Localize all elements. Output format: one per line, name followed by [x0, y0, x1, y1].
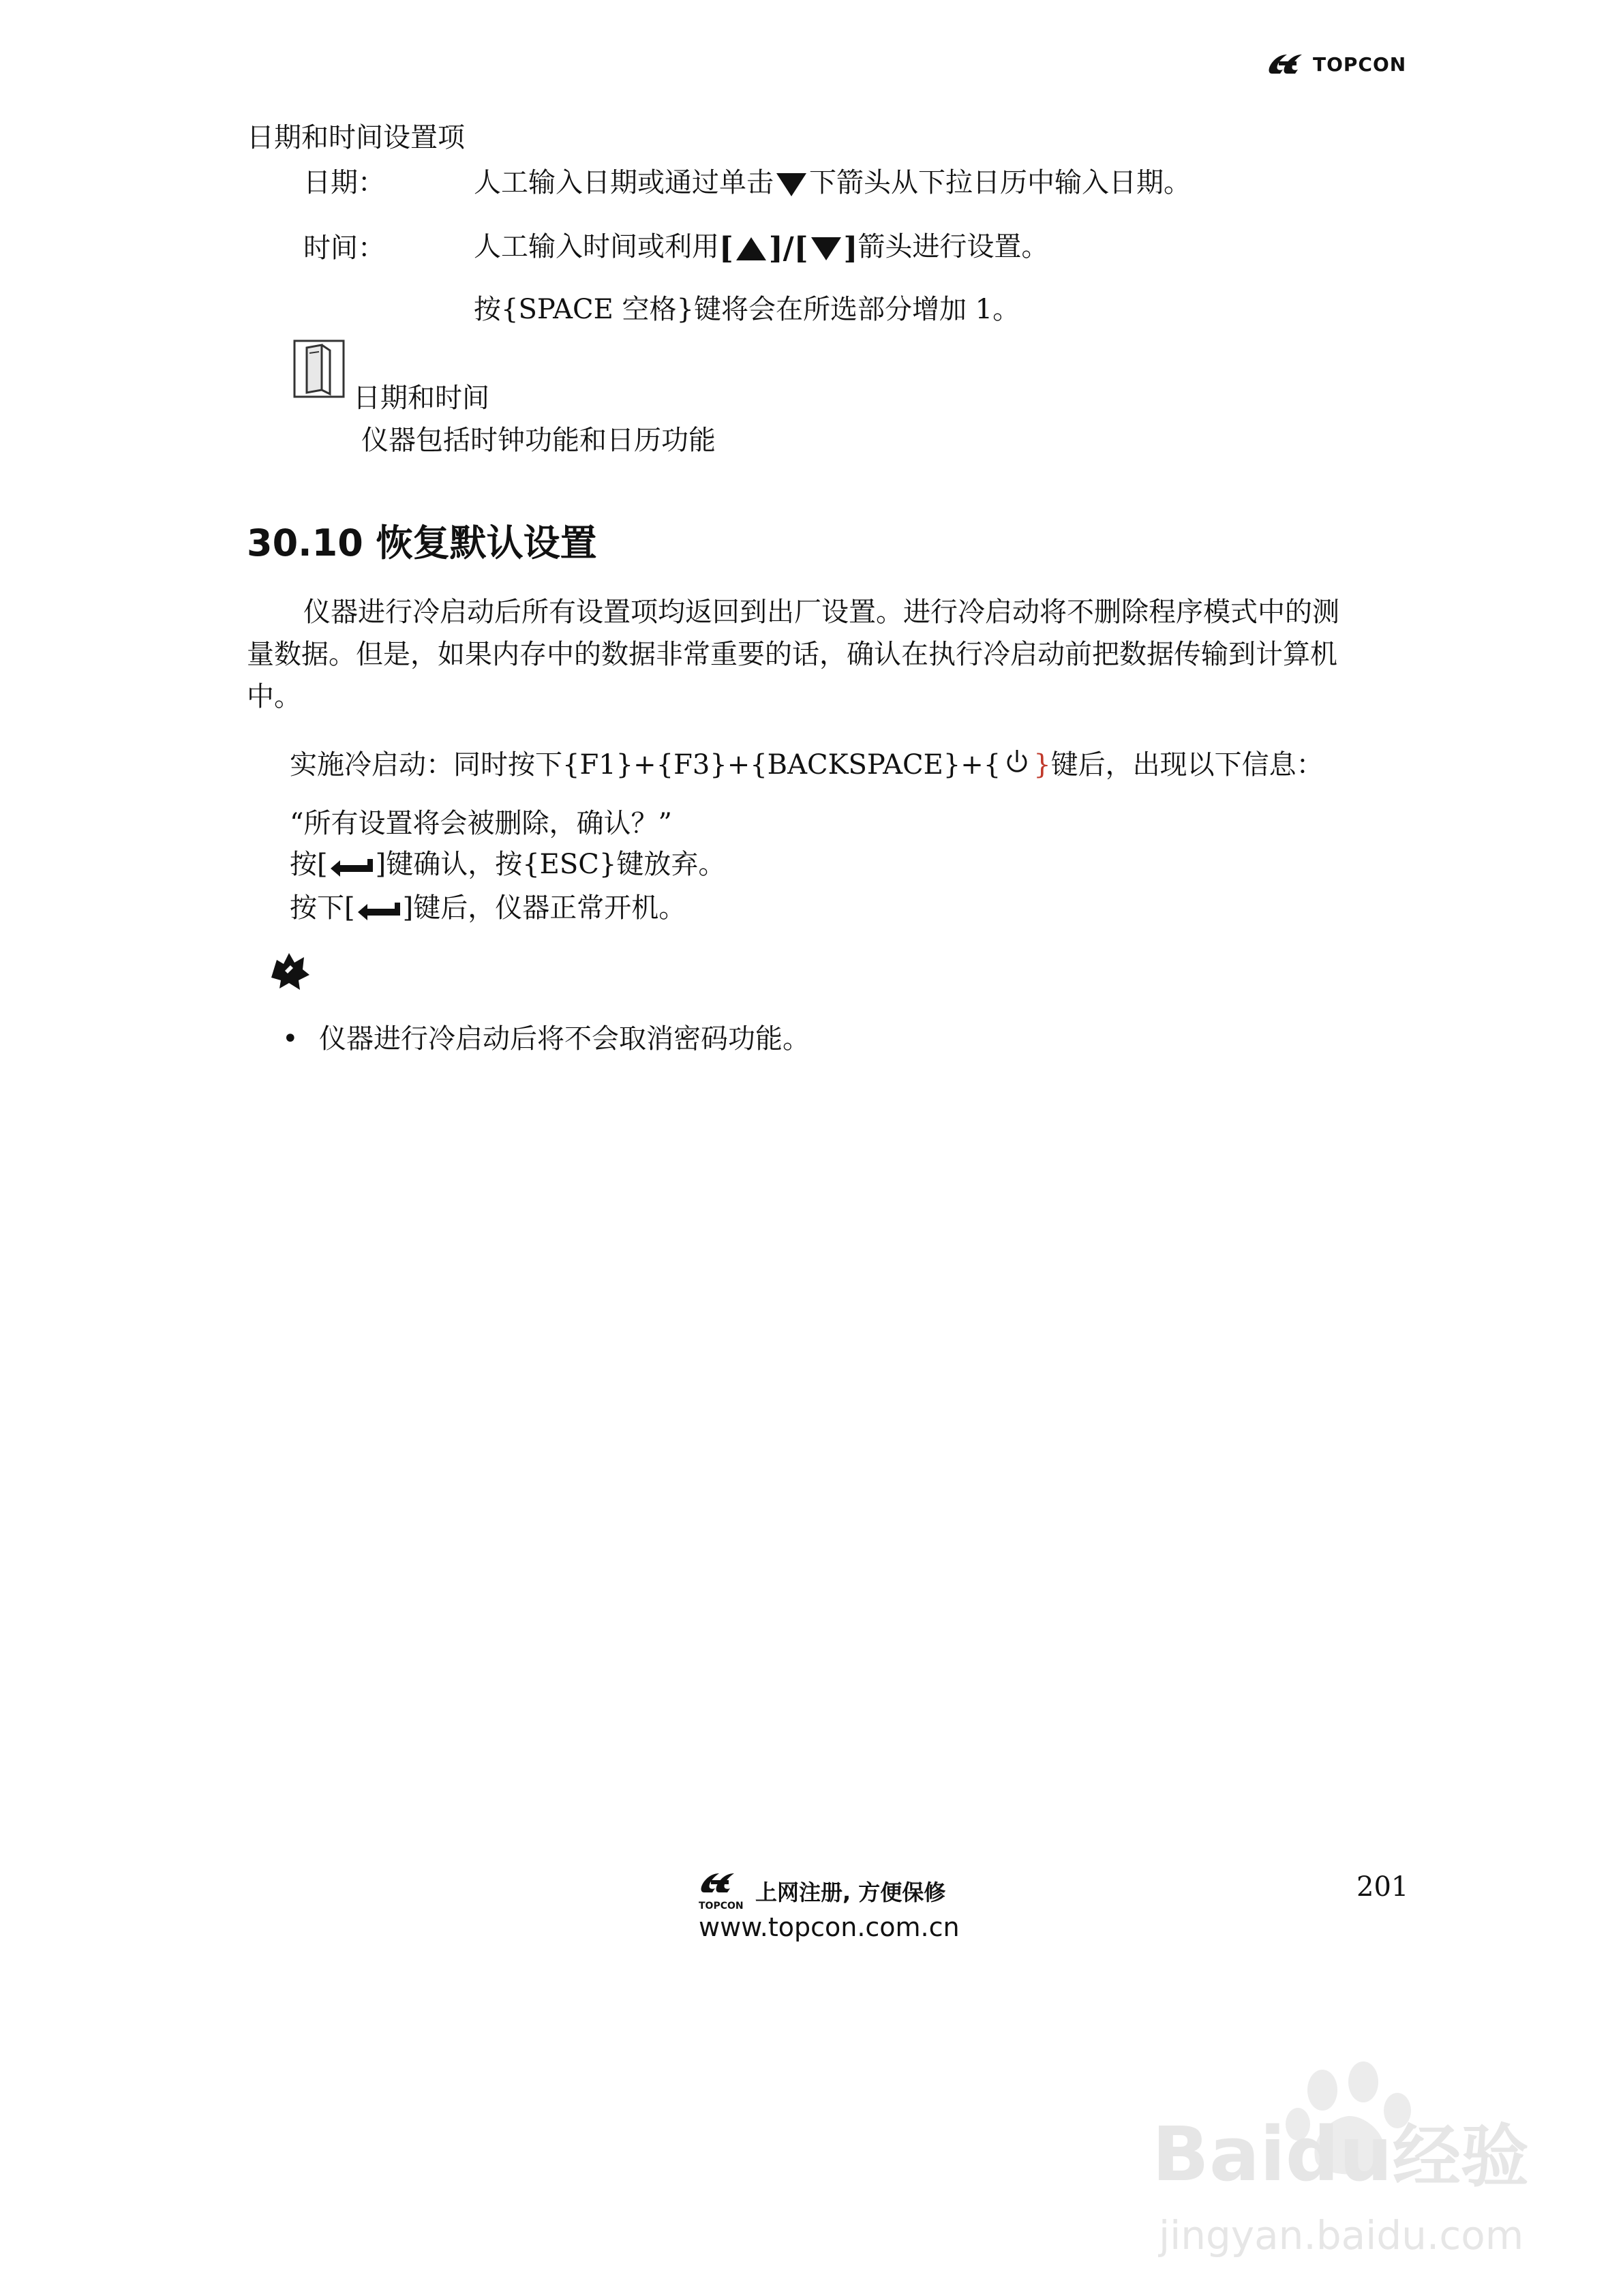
- watermark-brand: Baidu: [1152, 2111, 1393, 2198]
- cold-start-brace: }: [1033, 749, 1051, 781]
- date-label: 日期：: [303, 167, 385, 198]
- footer-slogan: 上网注册, 方便保修: [755, 1879, 946, 1905]
- date-text-before: 人工输入日期或通过单击: [474, 167, 774, 198]
- confirm-text-before: 按[: [290, 849, 328, 880]
- time-text-after: 箭头进行设置。: [858, 231, 1049, 262]
- time-description: [474, 226, 1048, 269]
- confirm-instruction: [290, 848, 725, 881]
- date-description: [474, 166, 1191, 199]
- paragraph-line-2: 量数据。但是，如果内存中的数据非常重要的话，确认在执行冷启动前把数据传输到计算机: [247, 639, 1337, 670]
- enter-key-icon: [329, 856, 374, 877]
- header-brand: TOPCON: [1313, 52, 1407, 76]
- watermark-cn: 经验: [1392, 2117, 1529, 2196]
- topcon-logo-icon: [699, 1868, 740, 1898]
- up-arrow-icon: [736, 237, 766, 260]
- paragraph-line-3: 中。: [247, 681, 301, 712]
- paragraph-line-1: 仪器进行冷启动后所有设置项均返回到出厂设置。进行冷启动将不删除程序模式中的测: [303, 596, 1339, 628]
- watermark-url: jingyan.baidu.com: [1159, 2212, 1524, 2259]
- footer-brand-small: TOPCON: [699, 1901, 744, 1912]
- topcon-logo-icon: [1266, 50, 1307, 78]
- caution-icon: [267, 950, 311, 991]
- footer-url[interactable]: www.topcon.com.cn: [699, 1912, 960, 1942]
- down-key-bracket-close: ]: [843, 231, 858, 266]
- enter-key-icon: [357, 900, 401, 920]
- footer-topcon-logo: [699, 1868, 744, 1916]
- normal-text-after: ]键后，仪器正常开机。: [402, 892, 686, 924]
- cold-start-text-after: 键后，出现以下信息：: [1050, 749, 1324, 781]
- caution-bullet-text: 仪器进行冷启动后将不会取消密码功能。: [319, 1023, 810, 1055]
- watermark-baidu: [1152, 2113, 1529, 2198]
- space-key-text: 按{SPACE 空格}键将会在所选部分增加 1。: [474, 294, 1020, 325]
- warning-quote: “所有设置将会被删除，确认？”: [290, 808, 672, 839]
- time-label: 时间：: [303, 232, 385, 264]
- bullet-dot: •: [282, 1023, 299, 1055]
- note-text: 仪器包括时钟功能和日历功能: [361, 425, 716, 456]
- key-separator: ]/[: [768, 231, 808, 266]
- cold-start-instruction: [290, 749, 1324, 781]
- down-arrow-icon: [776, 173, 806, 196]
- confirm-text-after: ]键确认，按{ESC}键放弃。: [375, 849, 726, 880]
- normal-text-before: 按下[: [290, 892, 355, 924]
- normal-start-instruction: [290, 892, 686, 924]
- power-icon: [1003, 749, 1031, 776]
- up-key-bracket-open: [: [719, 231, 733, 266]
- date-text-after: 下箭头从下拉日历中输入日期。: [809, 167, 1191, 198]
- note-title: 日期和时间: [353, 382, 489, 414]
- cold-start-text-before: 实施冷启动：同时按下{F1}+{F3}+{BACKSPACE}+{: [290, 749, 1001, 781]
- date-time-settings-title: 日期和时间设置项: [247, 122, 465, 153]
- topcon-logo-header: [1266, 48, 1406, 80]
- note-book-icon: [292, 338, 346, 399]
- section-heading: 30.10 恢复默认设置: [247, 522, 597, 564]
- page-number: 201: [1356, 1871, 1409, 1903]
- down-arrow-icon: [811, 237, 841, 260]
- time-text-before: 人工输入时间或利用: [474, 231, 719, 262]
